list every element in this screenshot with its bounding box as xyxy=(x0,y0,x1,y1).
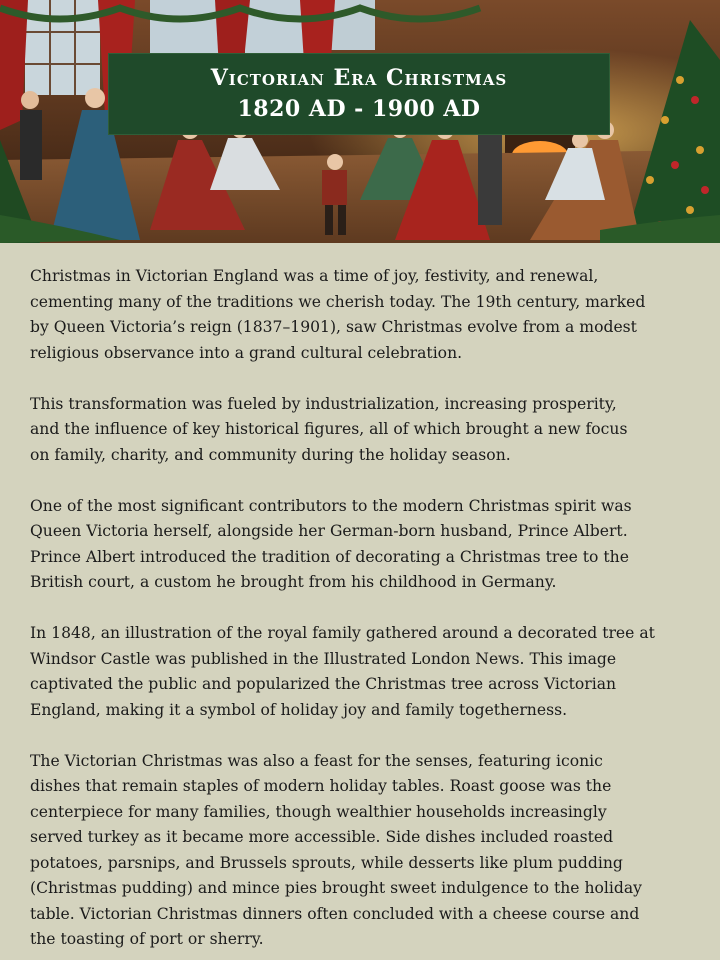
text-line: potatoes, parsnips, and Brussels sprouts, while desserts like plum pudding xyxy=(30,853,623,872)
text-line: Windsor Castle was published in the Illustrated London News. This image xyxy=(30,649,617,668)
text-line: centerpiece for many families, though wealthier households increasingly xyxy=(30,802,607,821)
paragraph-1 xyxy=(30,264,700,366)
paragraph-2 xyxy=(30,392,700,469)
text-line: Prince Albert introduced the tradition of decorating a Christmas tree to the xyxy=(30,547,629,566)
text-line: Queen Victoria herself, alongside her German-born husband, Prince Albert. xyxy=(30,522,628,540)
text-line: religious observance into a grand cultural celebration. xyxy=(30,343,463,362)
title-banner xyxy=(108,53,610,135)
text-line: served turkey as it became more accessible. Side dishes included roasted xyxy=(30,828,614,846)
text-line: on family, charity, and community during the holiday season. xyxy=(30,445,511,464)
text-line: This transformation was fueled by industrialization, increasing prosperity, xyxy=(30,394,617,413)
text-line: Christmas in Victorian England was a time of joy, festivity, and renewal, xyxy=(30,267,599,285)
text-line: table. Victorian Christmas dinners often concluded with a cheese course and xyxy=(30,904,640,923)
text-line: British court, a custom he brought from his childhood in Germany. xyxy=(30,573,557,591)
page-title: Victorian Era Christmas xyxy=(210,65,508,91)
text-line: the toasting of port or sherry. xyxy=(30,930,264,948)
paragraph-4 xyxy=(30,621,700,723)
text-line: dishes that remain staples of modern holiday tables. Roast goose was the xyxy=(30,777,612,795)
article-body xyxy=(30,264,700,960)
paragraph-3 xyxy=(30,494,700,596)
paragraph-5 xyxy=(30,749,700,953)
text-line: cementing many of the traditions we cherish today. The 19th century, marked xyxy=(30,292,646,311)
text-line: (Christmas pudding) and mince pies brought sweet indulgence to the holiday xyxy=(30,879,642,897)
text-line: and the influence of key historical figures, all of which brought a new focus xyxy=(30,420,628,438)
header-illustration xyxy=(0,0,720,243)
date-range: 1820 AD - 1900 AD xyxy=(237,96,481,122)
text-line: England, making it a symbol of holiday joy and family togetherness. xyxy=(30,700,568,719)
text-line: One of the most significant contributors to the modern Christmas spirit was xyxy=(30,496,632,515)
text-line: captivated the public and popularized the Christmas tree across Victorian xyxy=(30,675,617,693)
text-line: The Victorian Christmas was also a feast for the senses, featuring iconic xyxy=(30,751,603,770)
text-line: In 1848, an illustration of the royal family gathered around a decorated tree at xyxy=(30,624,655,642)
text-line: by Queen Victoria’s reign (1837–1901), saw Christmas evolve from a modest xyxy=(30,318,637,336)
